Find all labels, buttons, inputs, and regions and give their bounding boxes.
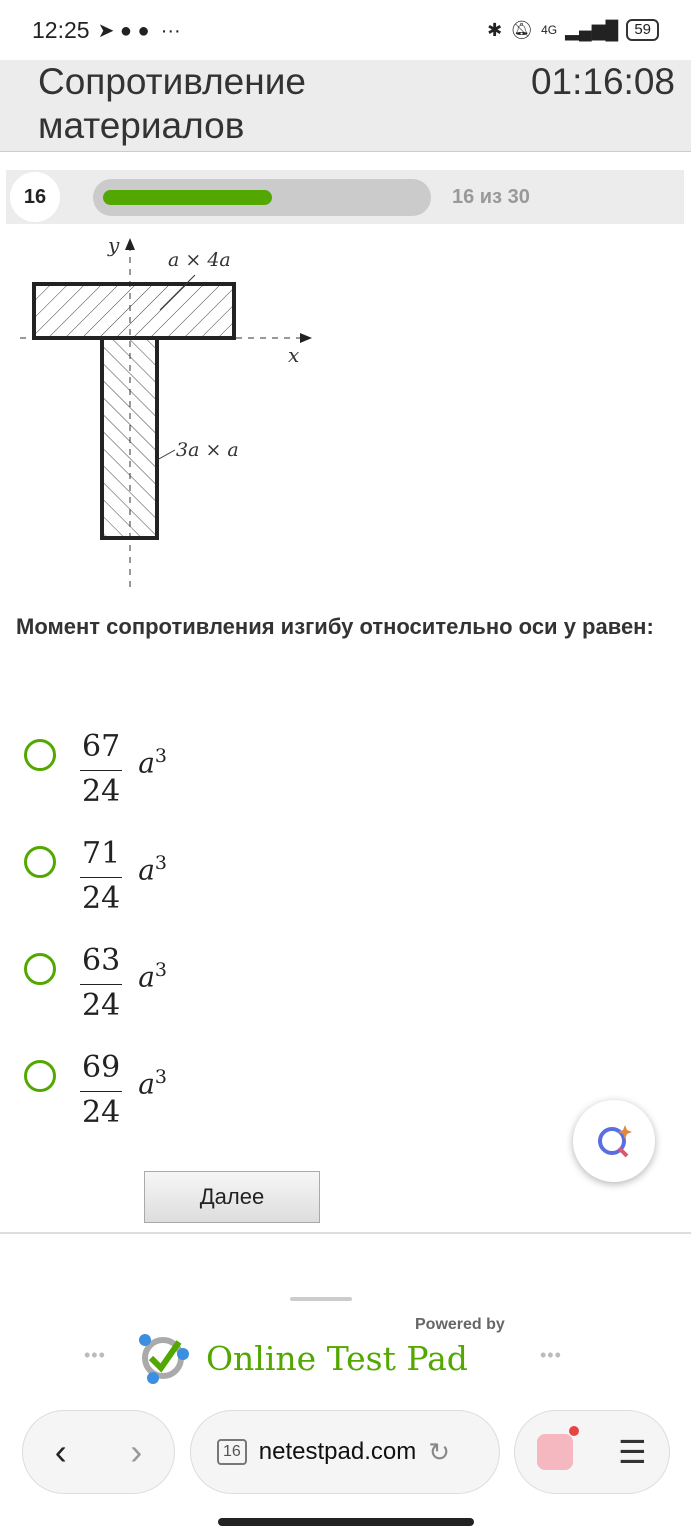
numerator: 69 bbox=[80, 1049, 122, 1092]
mute-icon: 🔕︎ bbox=[510, 19, 534, 40]
denominator: 24 bbox=[82, 774, 121, 809]
axis-y-label: y bbox=[108, 233, 120, 257]
exponent: 3 bbox=[154, 1066, 167, 1089]
variable-name: a bbox=[138, 746, 155, 780]
answer-option[interactable] bbox=[24, 835, 167, 918]
nav-buttons bbox=[22, 1410, 175, 1494]
axis-x-label: x bbox=[288, 343, 300, 367]
numerator: 67 bbox=[80, 728, 122, 771]
t-section-diagram bbox=[20, 230, 320, 590]
numerator: 63 bbox=[80, 942, 122, 985]
url-text[interactable]: netestpad.com bbox=[258, 1438, 417, 1465]
browser-extras bbox=[514, 1410, 670, 1494]
fraction bbox=[80, 1049, 122, 1132]
online-test-pad-logo-icon bbox=[133, 1330, 193, 1388]
variable-name: a bbox=[138, 853, 155, 887]
status-time: 12:25 bbox=[32, 16, 90, 43]
next-button[interactable]: Далее bbox=[144, 1171, 320, 1223]
denominator: 24 bbox=[82, 1095, 121, 1130]
question-number: 16 bbox=[10, 172, 60, 222]
web-label: 3a × a bbox=[176, 439, 239, 461]
drag-handle[interactable] bbox=[290, 1297, 352, 1301]
dots-right: ••• bbox=[540, 1345, 562, 1365]
variable bbox=[138, 959, 167, 993]
signal-icon: ▂▄▆█ bbox=[565, 19, 619, 40]
variable-name: a bbox=[138, 1067, 155, 1101]
radio-button[interactable] bbox=[24, 1060, 56, 1092]
progress-count: 16 из 30 bbox=[452, 186, 530, 208]
exponent: 3 bbox=[154, 852, 167, 875]
home-indicator[interactable] bbox=[218, 1518, 474, 1526]
reload-icon[interactable]: ↻ bbox=[428, 1436, 451, 1467]
answer-option[interactable] bbox=[24, 728, 167, 811]
variable bbox=[138, 745, 167, 779]
flange-label: a × 4a bbox=[168, 249, 231, 271]
variable bbox=[138, 852, 167, 886]
denominator: 24 bbox=[82, 988, 121, 1023]
address-bar[interactable] bbox=[190, 1410, 500, 1494]
tab-count[interactable]: 16 bbox=[217, 1439, 247, 1465]
numerator: 71 bbox=[80, 835, 122, 878]
menu-icon[interactable]: ☰ bbox=[617, 1434, 647, 1470]
fraction bbox=[80, 835, 122, 918]
progress-row bbox=[6, 170, 684, 224]
radio-button[interactable] bbox=[24, 846, 56, 878]
assistant-icon bbox=[594, 1121, 634, 1161]
title-line-2: материалов bbox=[38, 105, 245, 146]
exponent: 3 bbox=[154, 959, 167, 982]
question-text: Момент сопротивления изгибу относительно оси y равен: bbox=[16, 614, 654, 639]
answer-option[interactable] bbox=[24, 942, 167, 1025]
network-label: 4G bbox=[541, 23, 558, 37]
bluetooth-icon: ✱ bbox=[487, 19, 503, 40]
test-header bbox=[0, 60, 691, 152]
merge-fruits-app-icon[interactable] bbox=[537, 1434, 573, 1470]
divider bbox=[0, 1232, 691, 1234]
radio-button[interactable] bbox=[24, 739, 56, 771]
title-line-1: Сопротивление bbox=[38, 61, 306, 102]
fraction bbox=[80, 942, 122, 1025]
notification-icons: ➤ ● ● ··· bbox=[97, 19, 181, 42]
progress-bar bbox=[93, 179, 431, 216]
ai-assistant-button[interactable] bbox=[573, 1100, 655, 1182]
dots-left: ••• bbox=[84, 1345, 106, 1365]
radio-button[interactable] bbox=[24, 953, 56, 985]
battery-icon: 59 bbox=[626, 19, 659, 41]
brand-link[interactable]: Online Test Pad bbox=[206, 1339, 468, 1378]
powered-by: Powered by bbox=[415, 1316, 505, 1333]
fraction bbox=[80, 728, 122, 811]
test-title bbox=[38, 60, 306, 148]
back-icon[interactable]: ‹ bbox=[54, 1431, 67, 1472]
status-bar bbox=[0, 0, 691, 60]
forward-icon[interactable]: › bbox=[130, 1431, 143, 1472]
progress-fill bbox=[103, 190, 272, 205]
variable bbox=[138, 1066, 167, 1100]
exponent: 3 bbox=[154, 745, 167, 768]
variable-name: a bbox=[138, 960, 155, 994]
denominator: 24 bbox=[82, 881, 121, 916]
timer: 01:16:08 bbox=[530, 61, 675, 102]
answer-option[interactable] bbox=[24, 1049, 167, 1132]
